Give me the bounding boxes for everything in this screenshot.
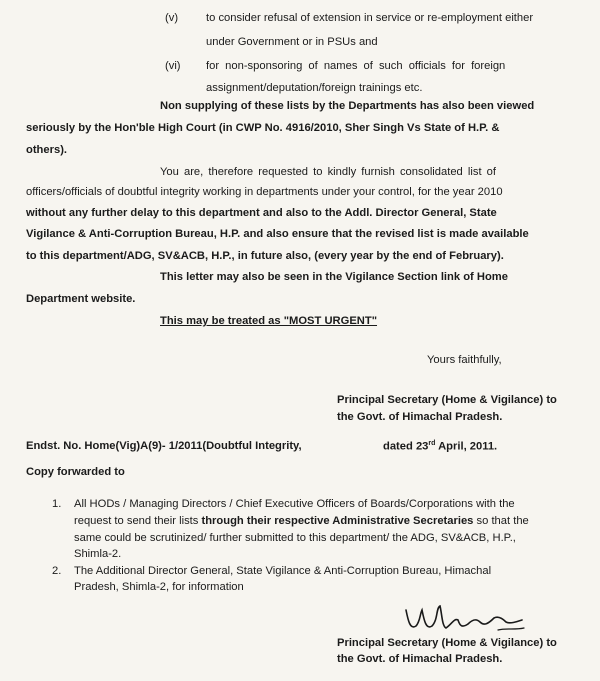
signatory1-line2: the Govt. of Himachal Pradesh. [337,411,503,423]
copy-item-2-number: 2. [52,565,62,577]
copy-item-1-line2: request to send their lists through their respective Administrative Secretaries so that the [74,515,529,527]
handwritten-signature [398,600,528,640]
para1-line1: Non supplying of these lists by the Departments has also been viewed [160,100,535,112]
copy-item-1-line1: All HODs / Managing Directors / Chief Executive Officers of Boards/Corporations with the [74,498,515,510]
item-vi-line1: for non-sponsoring of names of such officials for foreign [206,60,506,72]
para2-line4: Vigilance & Anti-Corruption Bureau, H.P. and also ensure that the revised list is made available [26,228,529,240]
item-v-number: (v) [165,12,179,24]
copy-item-1-line3: same could be scrutinized/ further submitted to this department/ the ADG, SV&ACB, H.P., [74,532,516,544]
most-urgent-note: This may be treated as "MOST URGENT" [160,315,378,327]
para2-line2: officers/officials of doubtful integrity working in departments under your control, for the year 2010 [26,186,503,198]
item-vi-number: (vi) [165,60,181,72]
copy-item-1-line4: Shimla-2. [74,548,122,560]
item-vi-line2: assignment/deputation/foreign trainings etc. [206,82,423,94]
copy-item-1-number: 1. [52,498,62,510]
copy-item-2-line2: Pradesh, Shimla-2, for information [74,581,244,593]
signatory2-line2: the Govt. of Himachal Pradesh. [337,653,503,665]
endorsement-date: dated 23rd April, 2011. [383,440,498,453]
para2-line5: to this department/ADG, SV&ACB, H.P., in future also, (every year by the end of February). [26,250,504,262]
para2-line3: without any further delay to this department and also to the Addl. Director General, State [26,207,497,219]
para3-line2: Department website. [26,293,136,305]
endorsement-ref: Endst. No. Home(Vig)A(9)- 1/2011(Doubtful Integrity, [26,440,302,452]
signatory2-line1: Principal Secretary (Home & Vigilance) to [337,637,557,649]
item-v-line1: to consider refusal of extension in service or re-employment either [206,12,534,24]
para1-line3: others). [26,144,68,156]
para1-line2: seriously by the Hon'ble High Court (in CWP No. 4916/2010, Sher Singh Vs State of H.P. & [26,122,500,134]
item-v-line2: under Government or in PSUs and [206,36,378,48]
closing-yours-faithfully: Yours faithfully, [427,354,502,366]
para2-line1: You are, therefore requested to kindly furnish consolidated list of [160,166,497,178]
signatory1-line1: Principal Secretary (Home & Vigilance) to [337,394,557,406]
para3-line1: This letter may also be seen in the Vigilance Section link of Home [160,271,508,283]
copy-heading: Copy forwarded to [26,466,125,478]
copy-item-2-line1: The Additional Director General, State Vigilance & Anti-Corruption Bureau, Himachal [74,565,492,577]
